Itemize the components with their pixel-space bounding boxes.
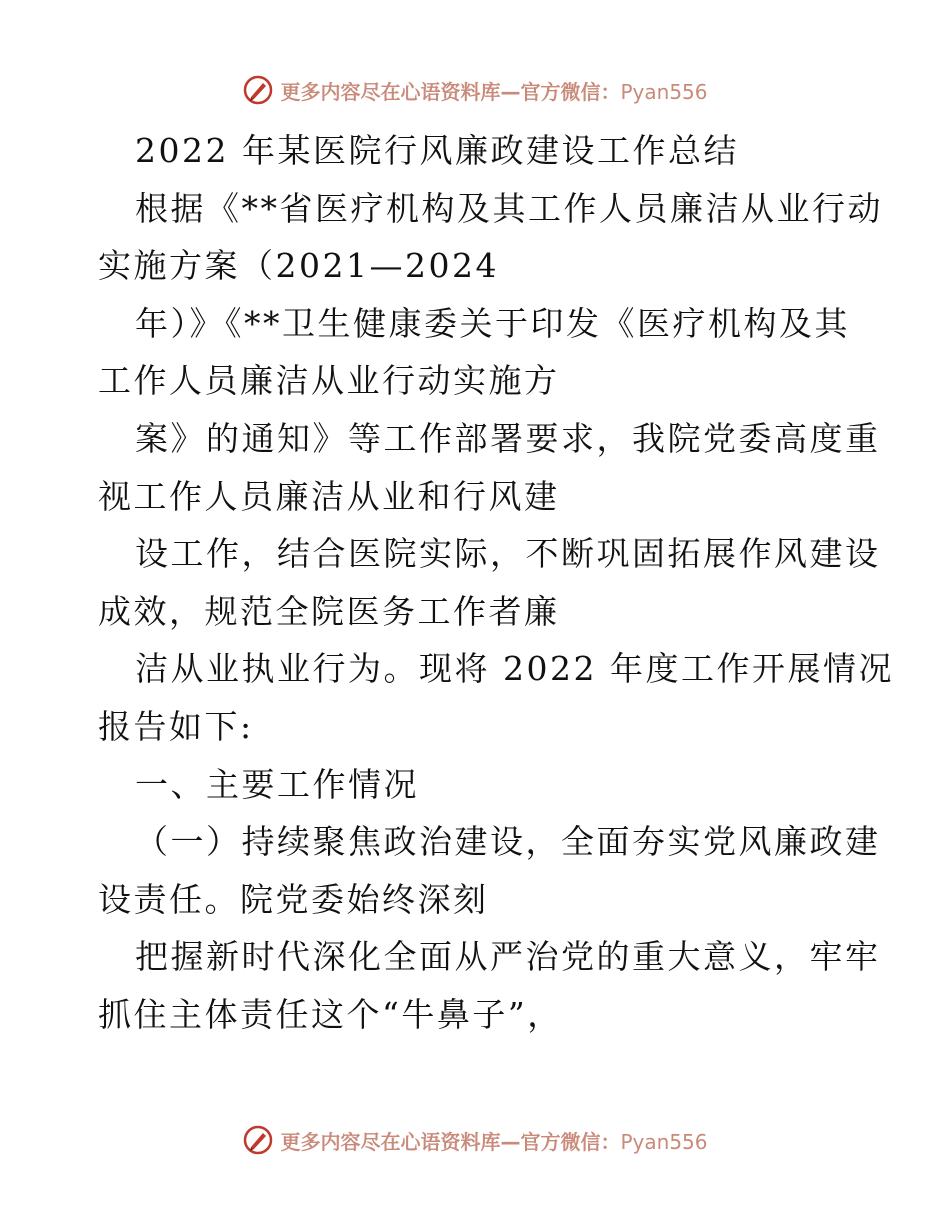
pen-logo-icon [242,1124,274,1156]
watermark-header [0,70,950,110]
text-line: 工作人员廉洁从业行动实施方 [98,361,560,401]
document-title: 2022 年某医院行风廉政建设工作总结 [135,131,739,170]
text-line: 洁从业执业行为。现将 2022 年度工作开展情况 [135,649,894,689]
document-body [98,122,894,1044]
text-line: 设责任。院党委始终深刻 [98,879,489,919]
text-line: 成效，规范全院医务工作者廉 [98,591,560,631]
watermark-text: 更多内容尽在心语资料库—官方微信： [280,79,621,104]
text-line: 年）》《**卫生健康委关于印发《医疗机构及其 [135,303,850,343]
watermark-text: 更多内容尽在心语资料库—官方微信： [280,1129,621,1154]
text-line: 把握新时代深化全面从严治党的重大意义，牢牢 [135,937,881,977]
text-line: 根据《**省医疗机构及其工作人员廉洁从业行动 [135,188,883,228]
text-line: （一）持续聚焦政治建设，全面夯实党风廉政建 [135,822,881,862]
text-line: 一、主要工作情况 [135,764,419,804]
text-line: 设工作，结合医院实际，不断巩固拓展作风建设 [135,534,881,574]
watermark-wechat-id: Pyan556 [620,79,708,104]
pen-logo-icon [242,74,274,106]
text-line: 案》的通知》等工作部署要求，我院党委高度重 [135,418,881,458]
text-line: 实施方案（2021—2024 [98,246,499,286]
watermark-footer [0,1120,950,1160]
text-line: 报告如下: [98,706,254,746]
watermark-wechat-id: Pyan556 [620,1129,708,1154]
text-line: 抓住主体责任这个“牛鼻子”， [98,994,563,1034]
text-line: 视工作人员廉洁从业和行风建 [98,476,560,516]
